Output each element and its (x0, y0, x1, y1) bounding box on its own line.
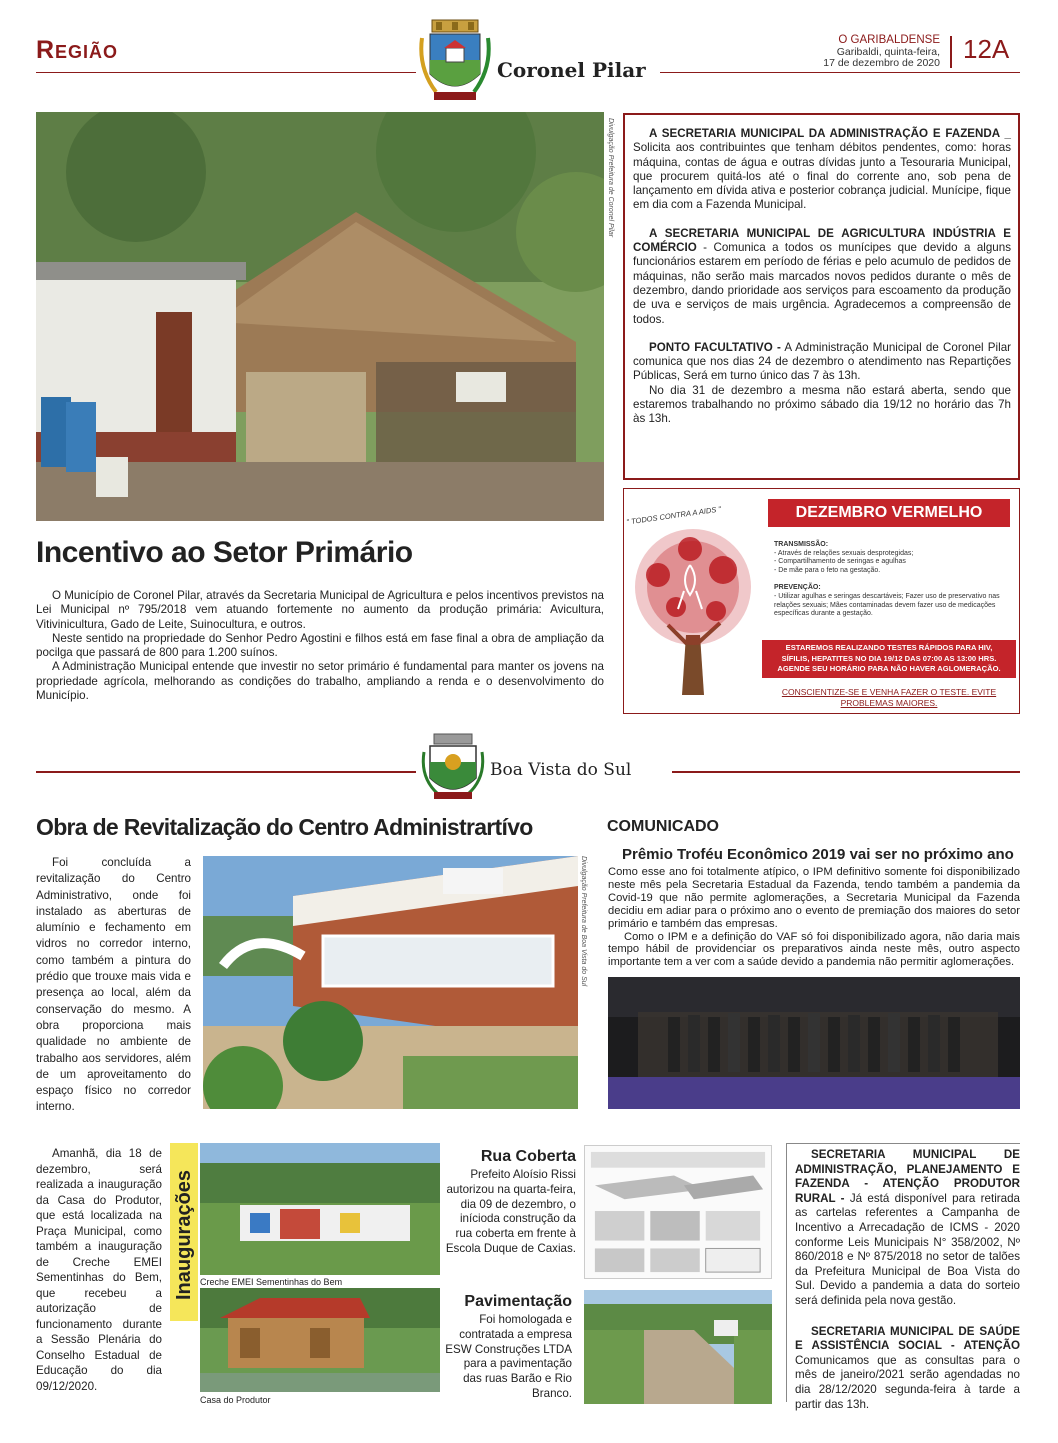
incentivo-title: Incentivo ao Setor Primário (36, 536, 413, 569)
municipality-name: Coronel Pilar (497, 58, 646, 82)
dateline-2: 17 de dezembro de 2020 (823, 57, 940, 69)
aids-trans-item: - De mãe para o feto na gestação. (774, 566, 881, 574)
incentivo-body (36, 589, 604, 703)
creche-caption: Creche EMEI Sementinhas do Bem (200, 1277, 343, 1287)
photo-credit: Divulgação Prefeitura de Boa Vista do Sul (580, 856, 587, 987)
secretaria-saude-body: Comunicamos que as consultas para o mês de janeiro/2021 serão agendadas no dia 28/12/2020 segunda-feira à tarde a partir das 13h. (795, 1353, 1020, 1411)
creche-photo (200, 1143, 440, 1275)
aids-transmission (774, 541, 1014, 619)
aids-test-banner (762, 640, 1016, 678)
coronel-pilar-crest-icon (416, 18, 494, 104)
premio-paragraph: Como esse ano foi totalmente atípico, o IPM definitivo somente foi disponibilizado neste mês pela Secretaria Estadual da Fazenda, tendo também a pandemia da Covid-19 que não permite aglomerações, a Secretaria Municipal da Fazenda decidiu em adiar para o próximo ano o evento de premiação dos maiores do setor primário e também das empresas. (608, 866, 1020, 930)
casa-produtor-photo (200, 1288, 440, 1392)
ribbon-tree-icon (628, 525, 758, 703)
photo-credit: Divulgação Prefeitura de Coronel Pilar (607, 118, 614, 238)
notice-administracao (633, 127, 1011, 213)
secretarias-box (786, 1143, 1020, 1411)
incentivo-paragraph: O Município de Coronel Pilar, através da Secretaria Municipal de Agricultura e pelos incentivos previstos na Lei Municipal nº 795/2018 vem atuando fortemente no aumento da produção primária: Avicultura, Vitivinicultura, Gado de Leite, Suinocultura, e outros. (36, 589, 604, 631)
inauguracoes-text: Amanhã, dia 18 de dezembro, será realizada a inauguração da Casa do Produtor, que está localizada na Praça Municipal, como também a inauguração de Creche EMEI Sementinhas do Bem, que recebeu a autorização de funcionamento durante a Sessão Plenária do Conselho Estadual de Educação do dia 09/12/2020. (36, 1147, 162, 1393)
secretaria-fazenda-head: SECRETARIA MUNICIPAL DE ADMINISTRAÇÃO, PLANEJAMENTO E FAZENDA - ATENÇÃO PRODUTOR RURAL - (795, 1148, 1020, 1205)
casa-caption: Casa do Produtor (200, 1395, 271, 1405)
premio-body (608, 866, 1020, 969)
notice-agricultura-head: A SECRETARIA MUNICIPAL DE AGRICULTURA INDÚSTRIA E COMÉRCIO (633, 226, 1011, 255)
aids-prev-head: PREVENÇÃO: (774, 584, 821, 592)
obra-title: Obra de Revitalização do Centro Administrartívo (36, 814, 533, 840)
boavista-rule-right (672, 771, 1020, 773)
premio-paragraph: Como o IPM e a definição do VAF só foi disponibilizado agora, não daria mais tempo hábil de providenciar os preparativos ainda neste mês, outro aspecto importante tem a ver com a saúde devido a pandemia não permitir aglomerações. (608, 930, 1020, 969)
notice-agricultura (633, 227, 1011, 327)
aids-trans-item: - Através de relações sexuais desprotegidas; (774, 549, 914, 557)
dateline-1: Garibaldi, quinta-feira, (836, 46, 940, 58)
rua-text: Prefeito Aloísio Rissi autorizou na quarta-feira, dia 09 de dezembro, o iníciodа construção da rua coberta em frente à Escola Duque de Caxias. (445, 1168, 576, 1255)
inauguracoes-label-text: Inaugurações (173, 1169, 195, 1300)
aids-test-line-3: AGENDE SEU HORÁRIO PARA NÃO HAVER AGLOMERAÇÃO. (777, 664, 1001, 674)
boavista-rule-left (36, 771, 416, 773)
obra-text: Foi concluída a revitalização do Centro Administrativo, onde foi instalado as aberturas de alumínio e fechamento em vidros no corredor interno, como também a pintura do prédio que trouxe mais vida e presença ao local, além da conservação do mesmo. A obra proporciona mais qualidade no ambiente de trabalho aos servidores, além de um aproveitamento do espaço físico no corredor interno. (36, 856, 191, 1114)
aids-footer: CONSCIENTIZE-SE E VENHA FAZER O TESTE. EVITE PROBLEMAS MAIORES. (781, 687, 997, 708)
pigsty-construction-photo (36, 112, 604, 521)
pavimentacao-photo (584, 1290, 772, 1404)
aids-test-line-2: SÍFILIS, HEPATITES NO DIA 19/12 DAS 07:00 AS 13:00 HRS. (781, 653, 997, 663)
notice-ponto-facultativo (633, 341, 1011, 384)
header-rule (36, 72, 416, 73)
notice-ponto-body: A Administração Municipal de Coronel Pilar comunica que nos dias 24 de dezembro o atendimento nas Repartições Públicas, Será em turno único das 7 às 13h. (633, 340, 1012, 383)
page-number: 12A (963, 34, 1010, 64)
secretaria-saude-head: SECRETARIA MUNICIPAL DE SAÚDE E ASSISTÊNCIA SOCIAL - ATENÇÃO (795, 1324, 1020, 1353)
admin-center-photo (203, 856, 578, 1109)
aids-test-line-1: ESTAREMOS REALIZANDO TESTES RÁPIDOS PARA HIV, (785, 643, 993, 652)
secretaria-saude (795, 1325, 1020, 1413)
notice-ponto-head: PONTO FACULTATIVO - (649, 340, 781, 354)
notice-administracao-head: A SECRETARIA MUNICIPAL DA ADMINISTRAÇÃO E FAZENDA _ (649, 127, 1011, 140)
notices-box (623, 113, 1020, 480)
boa-vista-crest-icon (420, 732, 486, 802)
paper-name: O GARIBALDENSE (838, 34, 940, 46)
comunicado-label: COMUNICADO (607, 818, 719, 835)
page-divider (950, 36, 952, 68)
notice-dia-31: No dia 31 de dezembro a mesma não estará aberta, sendo que estaremos trabalhando no próximo sábado dia 19/12 no horário das 7h às 13h. (633, 383, 1011, 426)
incentivo-paragraph: A Administração Municipal entende que investir no setor primário é fundamental para manter os jovens na propriedade agrícola, melhorando as condições do trabalho, ampliando a renda e o desenvolvimento do Município. (36, 660, 604, 703)
secretaria-fazenda (795, 1148, 1020, 1309)
rua-title: Rua Coberta (480, 1148, 576, 1165)
aids-trans-head: TRANSMISSÃO: (774, 541, 829, 548)
incentivo-paragraph: Neste sentido na propriedade do Senhor Pedro Agostini e filhos está em fase final a obra de ampliação da pocilga que passará de 800 para 1.200 suínos. (36, 631, 604, 660)
notice-administracao-body: Solicita aos contribuintes que tenham débitos pendentes, como: horas máquina, contas de água e outras dívidas junto a Tesouraria Municipal, que procurem quitá-los até o final do corrente ano, sob pena de lançamento em dívida ativa e posterior cobrança judicial. Munícipe, fique em dia com a Fazenda Municipal. (633, 141, 1011, 212)
notice-agricultura-body: - Comunica a todos os munícipes que devido a alguns funcionários estarem em período de férias e pelo acumulo de pedidos de máquinas, não serão mais marcados novos pedidos durante o mês de dezembro, dando prioridade aos serviços para escoamento da produção de uva e serviços de mais urgência. Agradecemos a compreensão de todos. (633, 241, 1011, 326)
aids-slogan: " TODOS CONTRA A AIDS " (625, 504, 722, 527)
secretaria-fazenda-body: Já está disponível para retirada as cartelas referentes a Campanha de Incentivo a Arrecadação de ICMS - 2020 conforme Leis Municipais N° 358/2002, Nº 860/2018 e Nº 875/2018 no setor de talões da Prefeitura Municipal de Boa Vista do Sul. Devido a pandemia a data do sorteio será definida pela nova gestão. (795, 1191, 1020, 1307)
header-rule-right (660, 72, 1020, 73)
rua-coberta-plans (584, 1145, 772, 1279)
aids-title-banner: DEZEMBRO VERMELHO (768, 499, 1010, 527)
aids-trans-item: - Compartilhamento de seringas e agulhas (774, 558, 906, 566)
aids-prev-text: - Utilizar agulhas e seringas descartáveis; Fazer uso de preservativo nas relações sexuais; Mães contaminadas devem fazer uso de medicações específicas durante a gestação. (774, 592, 1000, 618)
boavista-name: Boa Vista do Sul (490, 760, 632, 780)
premio-title: Prêmio Troféu Econômico 2019 vai ser no próximo ano (622, 846, 1014, 863)
award-ceremony-photo (608, 977, 1020, 1109)
pav-text: Foi homologada e contratada a empresa ESW Construções LTDA para a pavimentação das ruas Barão e Rio Branco. (445, 1313, 572, 1400)
pav-title: Pavimentação (464, 1293, 572, 1310)
section-title: Região (36, 36, 119, 64)
